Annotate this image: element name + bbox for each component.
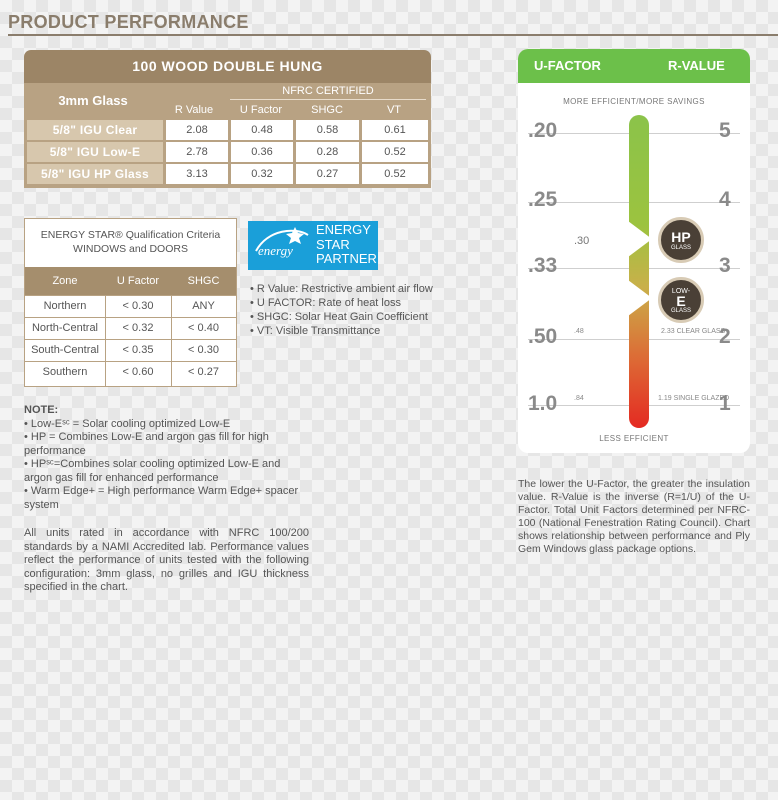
definition-item: • VT: Visible Transmittance <box>250 325 381 337</box>
rating-statement: All units rated in accordance with NFRC 100/200 standards by a NAMI Accredited lab. Performance values reflect the performance of units tested with the following configuration: 3mm glass, no grilles and IGU thickness specified in the chart. <box>24 527 309 593</box>
note-title: NOTE: <box>24 404 59 416</box>
single-u-factor-label: .84 <box>574 395 584 402</box>
table-cell: 0.27 <box>296 164 359 184</box>
logo-line: ENERGY <box>316 222 371 237</box>
u-factor-header: U-FACTOR <box>534 58 601 73</box>
logo-line: STAR <box>316 236 350 252</box>
glass-label: 3mm Glass <box>58 93 128 108</box>
low-e-glass-badge <box>658 277 704 323</box>
definitions-list <box>250 282 433 338</box>
table-cell: < 0.35 <box>122 344 154 356</box>
table-cell: 0.28 <box>296 142 359 162</box>
badge-subtext: GLASS <box>670 308 691 314</box>
definition-item: • R Value: Restrictive ambient air flow <box>250 283 433 295</box>
badge-subtext: LOW- <box>671 288 691 295</box>
table-cell: 0.52 <box>362 142 428 162</box>
table-cell: < 0.30 <box>188 344 219 356</box>
table-cell: 0.52 <box>362 164 428 184</box>
energy-star-logo-text <box>316 223 377 267</box>
r-value-header: R-VALUE <box>668 58 725 73</box>
more-efficient-label: MORE EFFICIENT/MORE SAVINGS <box>563 97 705 106</box>
efficiency-gauge <box>518 49 750 453</box>
table-cell: 0.58 <box>296 120 359 140</box>
column-header-vt: VT <box>386 104 402 116</box>
column-header-u-factor: U Factor <box>239 104 283 116</box>
performance-table <box>24 50 431 187</box>
u-factor-tick-label: .33 <box>528 254 558 277</box>
efficiency-gradient-bar <box>629 115 649 428</box>
table-row <box>27 120 428 140</box>
table-cell: ANY <box>192 300 215 312</box>
energy-star-title-line: ENERGY STAR® Qualification Criteria <box>40 229 221 241</box>
badge-text: HP <box>671 229 691 245</box>
r-value-tick-label: 1 <box>719 392 731 415</box>
energy-star-swoosh-icon <box>248 221 314 270</box>
less-efficient-label: LESS EFFICIENT <box>599 434 669 443</box>
note-item: • HP = Combines Low-E and argon gas fill for high performance <box>24 431 269 457</box>
clear-glass-label: 2.33 CLEAR GLASS <box>661 328 726 335</box>
note-section <box>24 404 309 512</box>
hp-glass-marker <box>628 221 652 257</box>
table-row <box>25 361 236 383</box>
r-value-tick-label: 5 <box>719 119 731 142</box>
column-header-zone: Zone <box>52 275 78 287</box>
badge-text: E <box>676 293 686 309</box>
gauge-header <box>518 49 750 83</box>
table-cell: 0.32 <box>231 164 293 184</box>
r-value-tick-label: 4 <box>719 188 731 211</box>
column-header-u-factor: U Factor <box>116 275 160 287</box>
r-value-tick-label: 3 <box>719 254 731 277</box>
row-label: 5/8" IGU Clear <box>27 120 163 140</box>
u-factor-tick-label: .25 <box>528 188 558 211</box>
badge-subtext: GLASS <box>670 245 691 251</box>
table-row <box>27 164 428 184</box>
table-cell: < 0.60 <box>122 366 154 378</box>
note-item: • Low-Eˢᶜ = Solar cooling optimized Low-E <box>24 417 231 430</box>
definition-item: • SHGC: Solar Heat Gain Coefficient <box>250 311 428 323</box>
table-divider <box>105 295 106 386</box>
u-factor-tick-label: .20 <box>528 119 558 142</box>
table-row <box>27 142 428 162</box>
clear-u-factor-label: .48 <box>574 328 584 335</box>
page-title: PRODUCT PERFORMANCE <box>8 12 249 32</box>
table-cell: Northern <box>43 300 87 312</box>
hp-u-factor-label: .30 <box>574 235 590 247</box>
u-factor-tick-label: 1.0 <box>528 392 558 415</box>
note-item: • Warm Edge+ = High performance Warm Edge+ spacer system <box>24 485 299 511</box>
energy-star-title-line: WINDOWS and DOORS <box>73 243 188 255</box>
definition-item: • U FACTOR: Rate of heat loss <box>250 297 401 309</box>
table-cell: 2.78 <box>166 142 228 162</box>
performance-table-title: 100 WOOD DOUBLE HUNG <box>24 50 431 83</box>
table-cell: 0.48 <box>231 120 293 140</box>
logo-line: PARTNER <box>316 251 377 266</box>
column-header-shgc: SHGC <box>187 275 220 287</box>
single-glazed-label: 1.19 SINGLE GLAZED <box>658 395 730 402</box>
table-cell: 0.61 <box>362 120 428 140</box>
energy-star-table <box>24 218 237 387</box>
low-e-glass-marker <box>628 280 652 316</box>
table-cell: Southern <box>42 366 88 378</box>
energy-star-table-title <box>25 228 236 256</box>
row-label: 5/8" IGU Low-E <box>27 142 163 162</box>
column-header-r-value: R Value <box>174 104 214 116</box>
column-header-shgc: SHGC <box>311 104 343 116</box>
table-cell: South-Central <box>31 344 99 356</box>
table-cell: < 0.32 <box>122 322 154 334</box>
u-factor-tick-label: .50 <box>528 325 558 348</box>
table-cell: 2.08 <box>166 120 228 140</box>
table-row <box>25 339 236 361</box>
row-label: 5/8" IGU HP Glass <box>27 164 163 184</box>
energy-script-text: energy <box>258 243 293 258</box>
table-cell: 3.13 <box>166 164 228 184</box>
nfrc-label: NFRC CERTIFIED <box>230 85 426 100</box>
table-divider <box>171 295 172 386</box>
table-cell: < 0.30 <box>122 300 154 312</box>
note-item: • HPˢᶜ=Combines solar cooling optimized Low-E and argon gas fill for enhanced performance <box>24 458 281 484</box>
energy-star-table-header <box>25 267 236 295</box>
gauge-caption: The lower the U-Factor, the greater the insulation value. R-Value is the inverse (R=1/U) of the U-Factor. Total Unit Factors determined per NFRC-100 (National Fenestration Rating Council). Chart shows relationship between performance and Ply Gem Windows glass package options. <box>518 478 750 555</box>
table-cell: < 0.40 <box>188 322 219 334</box>
table-row <box>25 317 236 339</box>
r-value-tick-label: 2 <box>719 325 731 348</box>
title-divider <box>8 34 778 36</box>
table-cell: 0.36 <box>231 142 293 162</box>
energy-star-partner-logo <box>248 221 378 270</box>
table-cell: North-Central <box>31 322 99 334</box>
hp-glass-badge <box>658 217 704 263</box>
table-row <box>25 295 236 317</box>
table-cell: < 0.27 <box>188 366 219 378</box>
